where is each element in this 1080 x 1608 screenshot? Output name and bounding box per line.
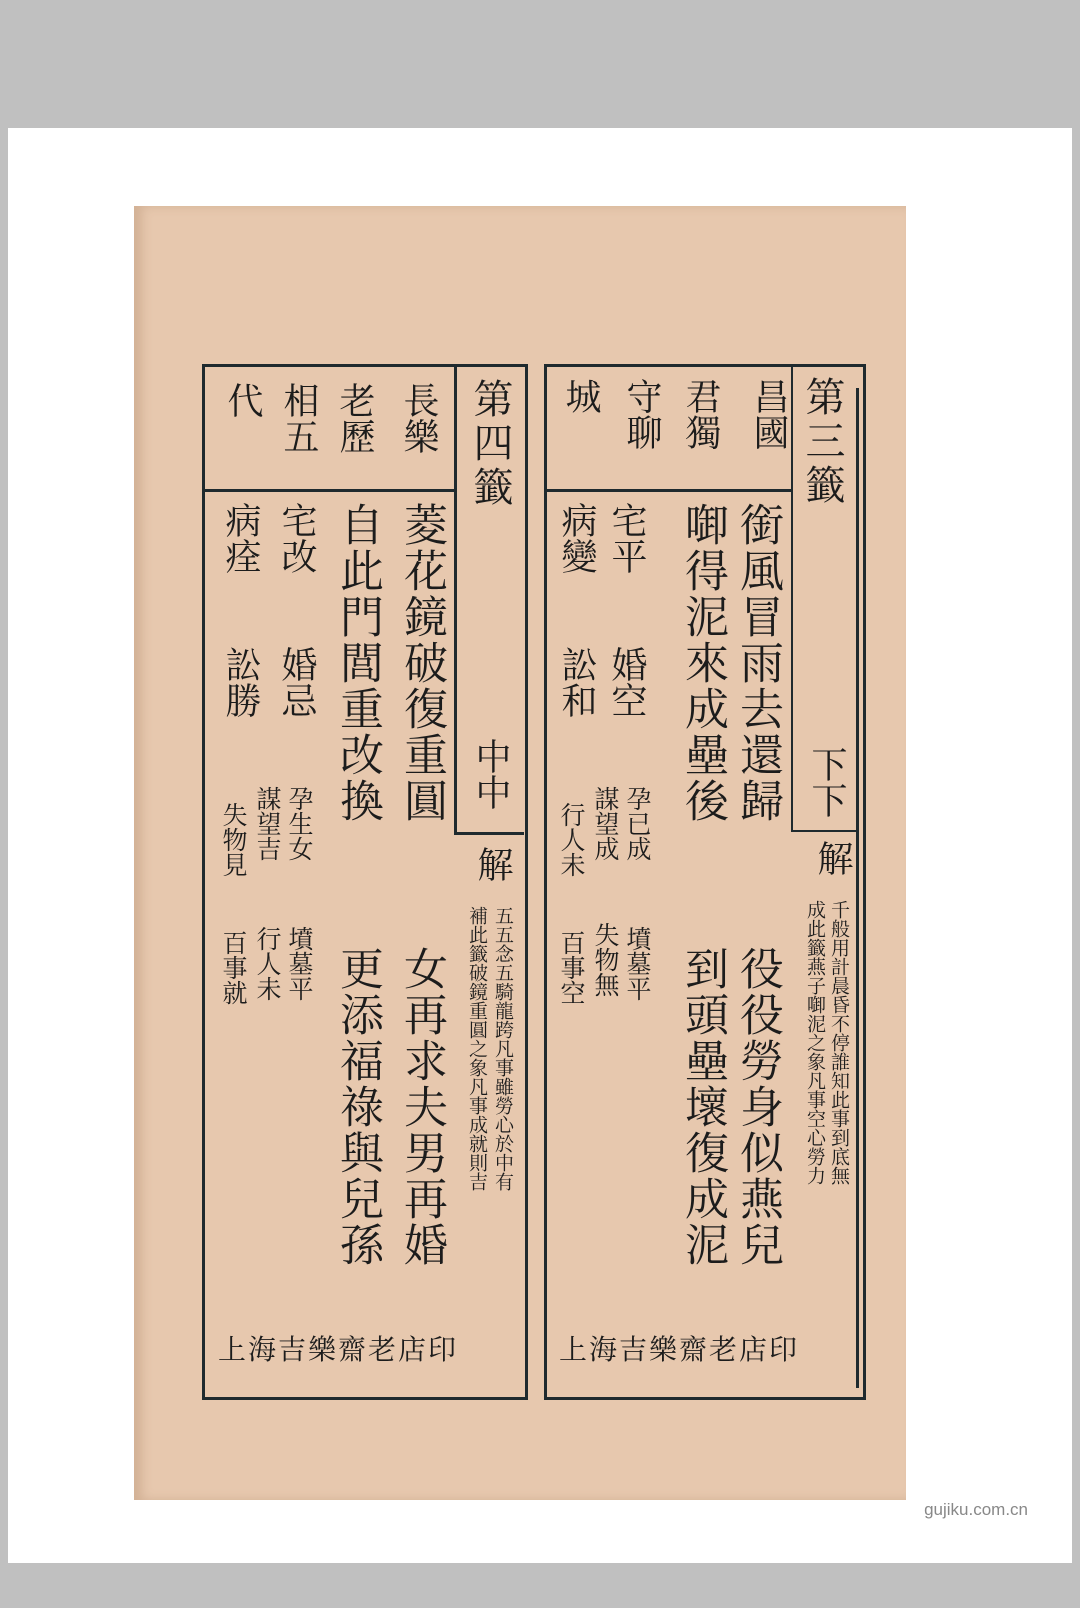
right-item-house: 宅平: [606, 502, 647, 574]
right-poem-line-3: 到頭壘壞復成泥: [677, 946, 728, 1268]
left-commentary-1: 五五念五騎龍跨凡事雖勞心於中有: [492, 906, 514, 1191]
right-imprint: 上海吉樂齋老店印: [559, 1333, 800, 1366]
right-inner-border: [856, 388, 859, 1388]
scanner-top-band: [0, 0, 1080, 128]
right-item-all-affairs: 百事空: [557, 930, 586, 1005]
right-story-bottom: [547, 489, 791, 492]
right-item-lost-item: 失物無: [591, 922, 620, 997]
right-item-traveler: 行人未: [557, 802, 586, 877]
left-story-bottom: [205, 489, 455, 492]
right-poem-line-4: 役役勞身似燕兒: [732, 946, 783, 1268]
right-slip-heading: 第三籤: [799, 376, 845, 508]
left-heading-bottom: [454, 832, 524, 835]
left-item-pregnancy: 孕生女: [285, 786, 314, 861]
left-item-tomb: 墳墓平: [285, 926, 314, 1001]
left-imprint: 上海吉樂齋老店印: [218, 1333, 459, 1366]
right-poem-line-1: 銜風冒雨去還歸: [732, 502, 783, 824]
left-poem-line-4: 更添福祿與兒孫: [332, 946, 383, 1268]
left-story-col-4: 代: [222, 382, 263, 418]
right-item-illness: 病變: [556, 502, 597, 574]
left-item-all-affairs: 百事就: [219, 930, 248, 1005]
left-item-house: 宅改: [276, 502, 317, 574]
site-watermark: gujiku.com.cn: [924, 1500, 1028, 1519]
right-story-col-1: 昌國: [748, 378, 789, 450]
left-story-col-3: 相五: [278, 382, 319, 454]
left-poem-line-1: 菱花鏡破復重圓: [396, 502, 447, 824]
right-heading-bottom: [791, 830, 857, 832]
right-story-col-4: 城: [560, 378, 601, 414]
left-slip-grade: 中中: [470, 738, 511, 810]
left-story-col-1: 長樂: [398, 382, 439, 454]
right-story-col-2: 君獨: [680, 378, 721, 450]
right-commentary-1: 千般用計晨昏不停誰知此事到底無: [828, 900, 850, 1185]
left-commentary-2: 補此籤破鏡重圓之象凡事成就則吉: [466, 906, 488, 1191]
left-item-illness: 病痊: [220, 502, 261, 574]
right-item-tomb: 墳墓平: [623, 926, 652, 1001]
right-item-pregnancy: 孕已成: [623, 786, 652, 861]
right-poem-line-2: 啣得泥來成壘後: [677, 502, 728, 824]
right-item-marriage: 婚空: [606, 646, 647, 718]
right-story-col-3: 守聊: [621, 378, 662, 450]
left-poem-line-3: 女再求夫男再婚: [396, 946, 447, 1268]
left-slip-heading: 第四籤: [467, 378, 513, 510]
left-item-lawsuit: 訟勝: [220, 646, 261, 718]
left-item-lost-item: 失物見: [219, 802, 248, 877]
left-item-traveler: 行人未: [253, 926, 282, 1001]
left-jie-label: 解: [472, 846, 513, 882]
left-heading-divider-left: [454, 364, 457, 834]
right-slip-grade: 下下: [806, 746, 847, 818]
left-story-col-2: 老歷: [334, 382, 375, 454]
left-item-plans: 謀望吉: [253, 786, 282, 861]
right-jie-label: 解: [812, 840, 853, 876]
right-commentary-2: 成此籤燕子啣泥之象凡事空心勞力: [804, 900, 826, 1185]
scanner-bottom-band: [0, 1563, 1080, 1608]
paper-page: [134, 206, 906, 1500]
right-item-lawsuit: 訟和: [556, 646, 597, 718]
left-poem-line-2: 自此門閭重改換: [332, 502, 383, 824]
left-item-marriage: 婚忌: [276, 646, 317, 718]
right-heading-divider: [791, 364, 793, 832]
right-item-plans: 謀望成: [591, 786, 620, 861]
